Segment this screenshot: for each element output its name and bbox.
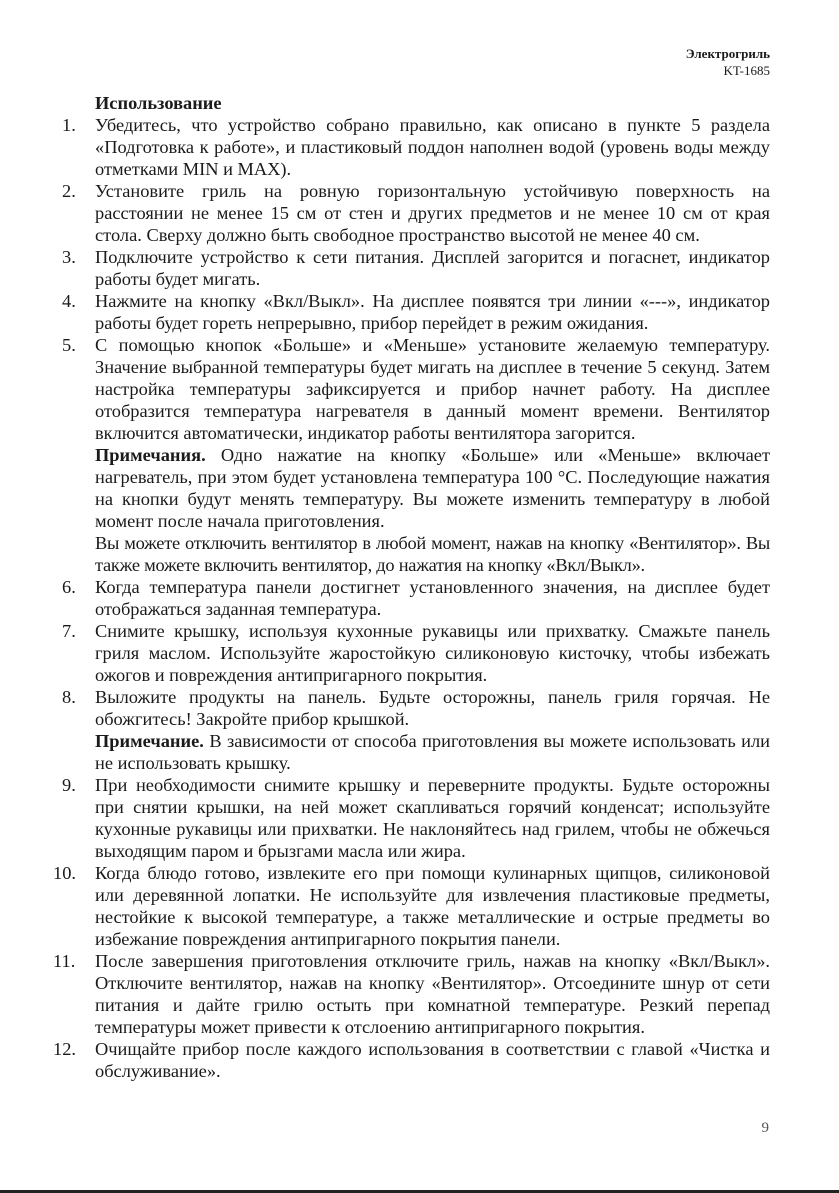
note-paragraph bbox=[95, 730, 770, 774]
list-item-number: 7. bbox=[62, 621, 76, 641]
list-item-number: 3. bbox=[62, 247, 76, 267]
list-item-text: Очищайте прибор после каждого использования в соответствии с главой «Чистка и обслуживание». bbox=[95, 1039, 770, 1081]
list-item-text: Когда температура панели достигнет установленного значения, на дисплее будет отображаться заданная температура. bbox=[95, 577, 770, 619]
list-item bbox=[62, 180, 770, 246]
list-item bbox=[53, 862, 770, 950]
note-paragraph bbox=[95, 444, 770, 532]
running-header bbox=[686, 45, 770, 79]
list-item-body bbox=[95, 180, 770, 246]
list-item-number: 1. bbox=[62, 115, 76, 135]
list-item bbox=[62, 774, 770, 862]
note-text: Одно нажатие на кнопку «Больше» или «Меньше» включает нагреватель, при этом будет установлена температура 100 °C. Последующие нажатия на кнопки будут менять температуру. Вы можете изменить температуру в любой момент после начала приготовления. bbox=[95, 445, 770, 531]
list-item bbox=[62, 620, 770, 686]
list-item-body bbox=[95, 246, 770, 290]
page-number: 9 bbox=[761, 1120, 769, 1136]
list-item bbox=[62, 246, 770, 290]
list-item-text: После завершения приготовления отключите гриль, нажав на кнопку «Вкл/Выкл». Отключите вентилятор, нажав на кнопку «Вентилятор». Отсоедините шнур от сети питания и дайте грилю остыть при комнатной температуре. Резкий перепад температуры может привести к отслоению антипригарного покрытия. bbox=[95, 951, 770, 1037]
section-title: Использование bbox=[95, 93, 222, 113]
note-label: Примечания. bbox=[95, 445, 206, 465]
instruction-list bbox=[53, 114, 770, 1082]
list-item bbox=[53, 950, 770, 1038]
list-item-text: Установите гриль на ровную горизонтальную устойчивую поверхность на расстоянии не менее 15 см от стен и других предметов и не менее 10 см от края стола. Сверху должно быть свободное пространство высотой не менее 40 см. bbox=[95, 181, 770, 245]
list-item bbox=[62, 290, 770, 334]
list-item-body bbox=[95, 1038, 770, 1082]
list-item-number: 9. bbox=[62, 775, 76, 795]
list-item bbox=[53, 1038, 770, 1082]
list-item-body bbox=[95, 950, 770, 1038]
list-item-body bbox=[95, 774, 770, 862]
list-item-text: Подключите устройство к сети питания. Дисплей загорится и погаснет, индикатор работы будет мигать. bbox=[95, 247, 770, 289]
list-item-number: 12. bbox=[53, 1039, 76, 1059]
header-product-name: Электрогриль bbox=[685, 46, 770, 61]
list-item-number: 8. bbox=[62, 687, 76, 707]
list-item-body bbox=[95, 576, 770, 620]
list-item bbox=[62, 686, 770, 774]
list-item bbox=[62, 576, 770, 620]
list-item-body bbox=[95, 686, 770, 774]
list-item-text: Нажмите на кнопку «Вкл/Выкл». На дисплее появятся три линии «---», индикатор работы будет гореть непрерывно, прибор перейдет в режим ожидания. bbox=[95, 291, 770, 333]
list-item bbox=[62, 114, 770, 180]
note-label: Примечание. bbox=[95, 731, 204, 751]
list-item-body bbox=[95, 862, 770, 950]
list-item bbox=[62, 334, 770, 576]
list-item-text: Снимите крышку, используя кухонные рукавицы или прихватку. Смажьте панель гриля маслом. Используйте жаростойкую силиконовую кисточку, чтобы избежать ожогов и повреждения антипригарного покрытия. bbox=[95, 621, 770, 685]
list-item-number: 2. bbox=[62, 181, 76, 201]
list-item-number: 5. bbox=[62, 335, 76, 355]
header-model: KT-1685 bbox=[723, 63, 770, 78]
note-text: В зависимости от способа приготовления вы можете использовать или не использовать крышку. bbox=[95, 731, 770, 773]
list-item-text: При необходимости снимите крышку и переверните продукты. Будьте осторожны при снятии крышки, на ней может скапливаться горячий конденсат; используйте кухонные рукавицы или прихватки. Не наклоняйтесь над грилем, чтобы не обжечься выходящим паром и брызгами масла или жира. bbox=[95, 775, 770, 861]
list-item-number: 4. bbox=[62, 291, 76, 311]
list-item-number: 10. bbox=[53, 863, 76, 883]
list-item-text: Выложите продукты на панель. Будьте осторожны, панель гриля горячая. Не обожгитесь! Закройте прибор крышкой. bbox=[95, 687, 770, 729]
list-item-number: 11. bbox=[53, 951, 76, 971]
note-extra-text: Вы можете отключить вентилятор в любой момент, нажав на кнопку «Вентилятор». Вы также можете включить вентилятор, до нажатия на кнопку «Вкл/Выкл». bbox=[95, 533, 770, 575]
list-item-text: Когда блюдо готово, извлеките его при помощи кулинарных щипцов, силиконовой или деревянной лопатки. Не используйте для извлечения пластиковые предметы, нестойкие к высокой температуре, а также металлические и острые предметы во избежание повреждения антипригарного покрытия панели. bbox=[95, 863, 770, 949]
list-item-text: Убедитесь, что устройство собрано правильно, как описано в пункте 5 раздела «Подготовка к работе», и пластиковый поддон наполнен водой (уровень воды между отметками MIN и MAX). bbox=[95, 115, 770, 179]
list-item-body bbox=[95, 290, 770, 334]
list-item-number: 6. bbox=[62, 577, 76, 597]
list-item-body bbox=[95, 114, 770, 180]
list-item-body bbox=[95, 620, 770, 686]
list-item-text: С помощью кнопок «Больше» и «Меньше» установите желаемую температуру. Значение выбранной температуры будет мигать на дисплее в течение 5 секунд. Затем настройка температуры зафиксируется и прибор начнет работу. На дисплее отобразится температура нагревателя в данный момент времени. Вентилятор включится автоматически, индикатор работы вентилятора загорится. bbox=[95, 335, 770, 443]
list-item-body bbox=[95, 334, 770, 576]
page-content bbox=[53, 92, 770, 1082]
